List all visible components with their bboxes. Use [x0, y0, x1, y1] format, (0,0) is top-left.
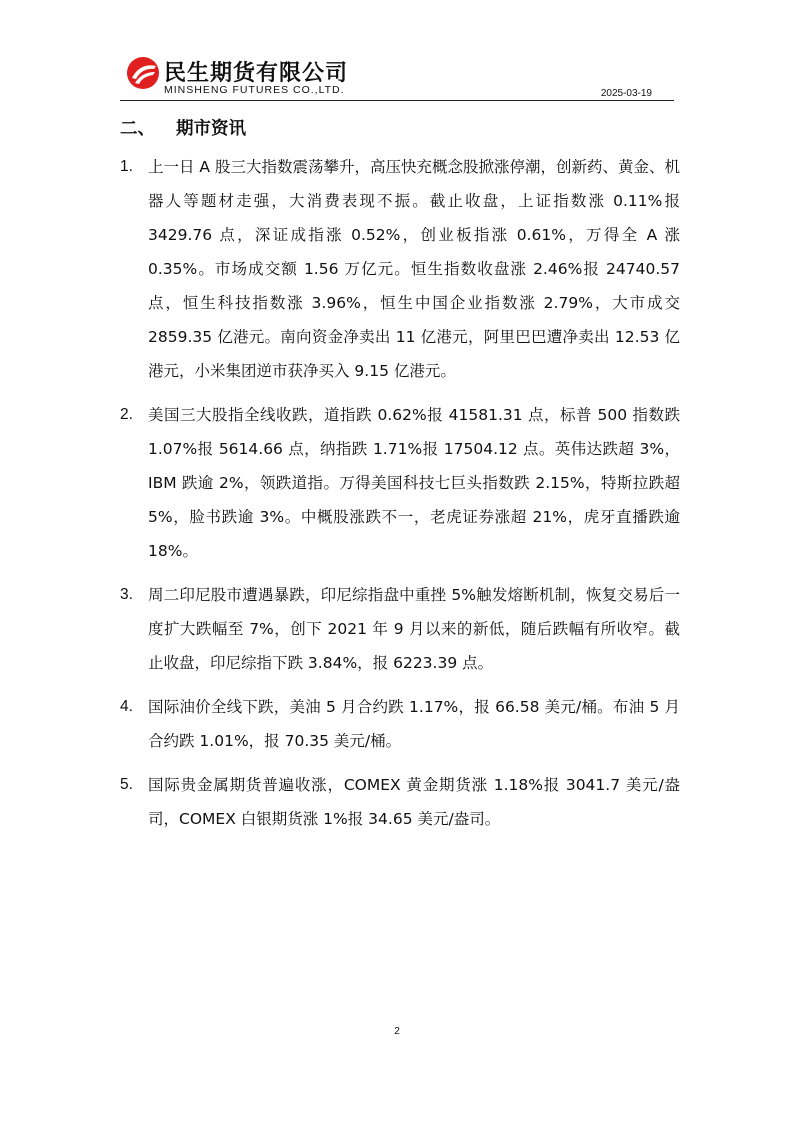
item-text: 上一日 A 股三大指数震荡攀升，高压快充概念股掀涨停潮，创新药、黄金、机器人等题材走强，大消费表现不振。截止收盘，上证指数涨 0.11%报 3429.76 点，深证成指涨 0.52%，创业板指涨 0.61%，万得全 A 涨 0.35%。市场成交额 1.56 万亿元。恒生指数收盘涨 2.46%报 24740.57 点，恒生科技指数涨 3.96%，恒生中国企业指数涨 2.79%，大市成交 2859.35 亿港元。南向资金净卖出 11 亿港元，阿里巴巴遭净卖出 12.53 亿港元，小米集团逆市获净买入 9.15 亿港元。: [148, 158, 680, 380]
list-item: [120, 768, 680, 836]
section-title: 期市资讯: [176, 119, 246, 139]
item-number: 3.: [120, 586, 133, 603]
page-number: 2: [394, 1026, 400, 1037]
item-text: 周二印尼股市遭遇暴跌，印尼综指盘中重挫 5%触发熔断机制，恢复交易后一度扩大跌幅至 7%，创下 2021 年 9 月以来的新低，随后跌幅有所收窄。截止收盘，印尼综指下跌 3.84%，报 6223.39 点。: [148, 586, 680, 672]
list-item: [120, 690, 680, 758]
item-text: 美国三大股指全线收跌，道指跌 0.62%报 41581.31 点，标普 500 指数跌 1.07%报 5614.66 点，纳指跌 1.71%报 17504.12 点。英伟达跌超 3%，IBM 跌逾 2%，领跌道指。万得美国科技七巨头指数跌 2.15%，特斯拉跌超 5%，脸书跌逾 3%。中概股涨跌不一，老虎证券涨超 21%，虎牙直播跌逾 18%。: [148, 406, 680, 560]
section-number: 二、: [120, 119, 155, 139]
item-text: 国际贵金属期货普遍收涨，COMEX 黄金期货涨 1.18%报 3041.7 美元/盎司，COMEX 白银期货涨 1%报 34.65 美元/盎司。: [148, 776, 680, 828]
list-item: [120, 150, 680, 388]
minsheng-logo-icon: [126, 56, 160, 90]
item-number: 5.: [120, 776, 133, 793]
page-header: [120, 52, 674, 102]
brand-name-en: MINSHENG FUTURES CO.,LTD.: [164, 84, 345, 96]
report-date: 2025-03-19: [600, 88, 652, 99]
item-number: 1.: [120, 158, 133, 175]
brand-name-cn: 民生期货有限公司: [164, 61, 349, 86]
news-list: [120, 150, 680, 836]
item-number: 4.: [120, 698, 133, 715]
item-text: 国际油价全线下跌，美油 5 月合约跌 1.17%，报 66.58 美元/桶。布油 5 月合约跌 1.01%，报 70.35 美元/桶。: [148, 698, 680, 750]
header-divider: [120, 100, 674, 101]
list-item: [120, 578, 680, 680]
item-number: 2.: [120, 406, 133, 423]
list-item: [120, 398, 680, 568]
section-heading: [120, 115, 246, 140]
